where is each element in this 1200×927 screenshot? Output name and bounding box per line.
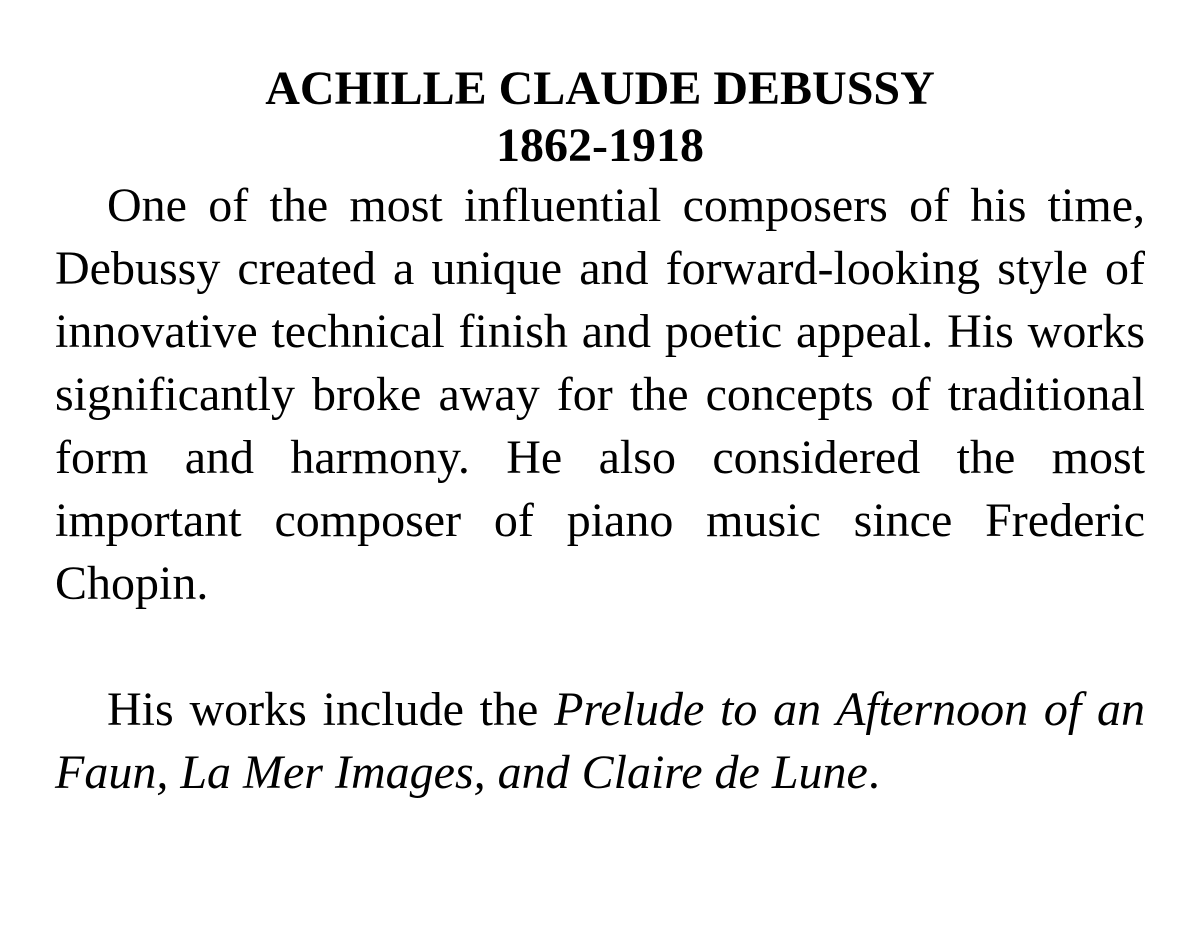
composer-name: ACHILLE CLAUDE DEBUSSY — [265, 62, 935, 115]
document-page — [55, 60, 1145, 804]
works-intro: His works include the — [107, 683, 555, 736]
works-list: Prelude to an Afternoon of an Faun, La Mer Images, and Claire de Lune — [55, 683, 1145, 799]
paragraph-spacer — [55, 615, 1145, 678]
works-period: . — [867, 746, 880, 799]
composer-dates: 1862-1918 — [496, 119, 704, 172]
bio-paragraph: One of the most influential composers of his time, Debussy created a unique and forward-looking style of innovative technical finish and poetic appeal. His works significantly broke away for the concepts of traditional form and harmony. He also considered the most important composer of piano music since Frederic Chopin. — [55, 179, 1145, 610]
works-paragraph — [55, 678, 1145, 804]
